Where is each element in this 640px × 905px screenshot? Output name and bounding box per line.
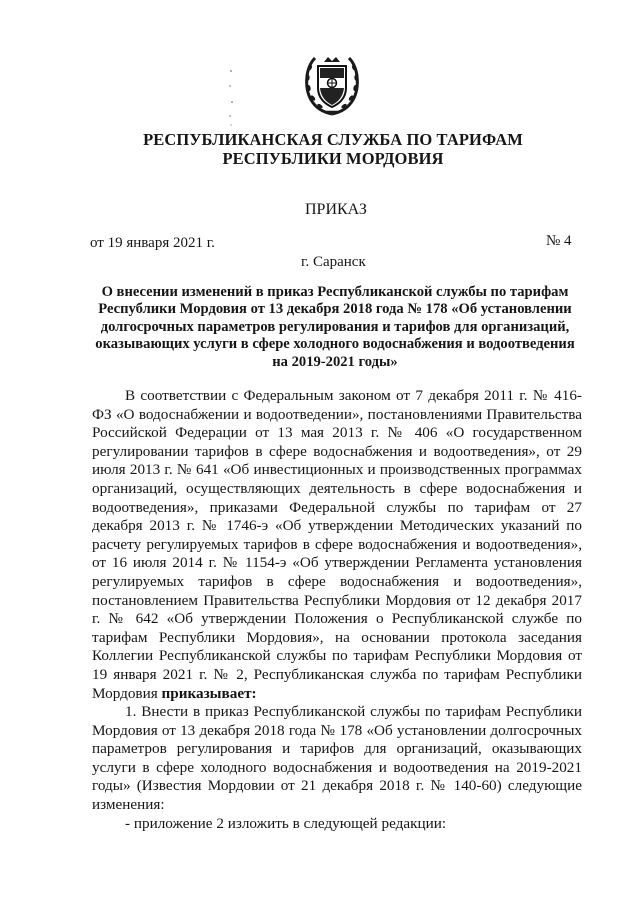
- document-subject: [92, 284, 578, 371]
- document-type: ПРИКАЗ: [305, 201, 367, 218]
- document-date: от 19 января 2021 г.: [90, 235, 215, 251]
- subject-line: Республики Мордовия от 13 декабря 2018 года № 178 «Об установлении: [98, 301, 572, 318]
- subject-line: О внесении изменений в приказ Республиканской службы по тарифам: [101, 284, 569, 300]
- document-city: г. Саранск: [301, 254, 366, 270]
- subject-line: на 2019-2021 годы»: [272, 353, 398, 370]
- coat-of-arms-icon: [302, 52, 362, 118]
- agency-name-line1: РЕСПУБЛИКАНСКАЯ СЛУЖБА ПО ТАРИФАМ: [143, 130, 523, 149]
- preamble-text: В соответствии с Федеральным законом от 7 декабря 2011 г. № 416-ФЗ «О водоснабжении и водоотведении», постановлениями Правительства Российской Федерации от 13 мая 2013 г. № 406 «О государственном регулировании тарифов в сфере водоснабжения и водоотведения», от 29 июля 2013 г. № 641 «Об инвестиционных и производственных программах организаций, осуществляющих деятельность в сфере водоснабжения и водоотведения», приказами Федеральной службы по тарифам от 27 декабря 2013 г. № 1746-э «Об утверждении Методических указаний по расчету регулируемых тарифов в сфере водоснабжения и водоотведения», от 16 июля 2014 г. № 1154-э «Об утверждении Регламента установления регулируемых тарифов в сфере водоснабжения и водоотведения», постановлением Правительства Республики Мордовия от 12 декабря 2017 г. № 642 «Об утверждении Положения о Республиканской службе по тарифам Республики Мордовия», на основании протокола заседания Коллегии Республиканской службы по тарифам Республики Мордовия от 19 января 2021 г. № 2, Республиканская служба по тарифам Республики Мордовия: [92, 387, 582, 702]
- document-body: [92, 387, 582, 833]
- document-number: № 4: [546, 233, 572, 249]
- dash-item: - приложение 2 изложить в следующей редакции:: [125, 814, 447, 832]
- item-paragraph: 1. Внести в приказ Республиканской службы по тарифам Республики Мордовия от 13 декабря 2018 года № 178 «Об установлении долгосрочных параметров регулирования и тарифов для организаций, оказывающих услуги в сфере холодного водоснабжения и водоотведения на 2019-2021 годы» (Известия Мордовии от 21 декабря 2018 г. № 140-60) следующие изменения:: [92, 703, 582, 814]
- agency-name-line2: РЕСПУБЛИКИ МОРДОВИЯ: [222, 149, 444, 168]
- subject-line: оказывающих услуги в сфере холодного водоснабжения и водоотведения: [95, 336, 575, 353]
- orders-word: приказывает:: [161, 684, 257, 702]
- agency-name: [90, 130, 576, 168]
- scan-artifact: [227, 68, 235, 128]
- preamble-paragraph: [92, 387, 582, 703]
- subject-line: долгосрочных параметров регулирования и тарифов для организаций,: [100, 318, 570, 335]
